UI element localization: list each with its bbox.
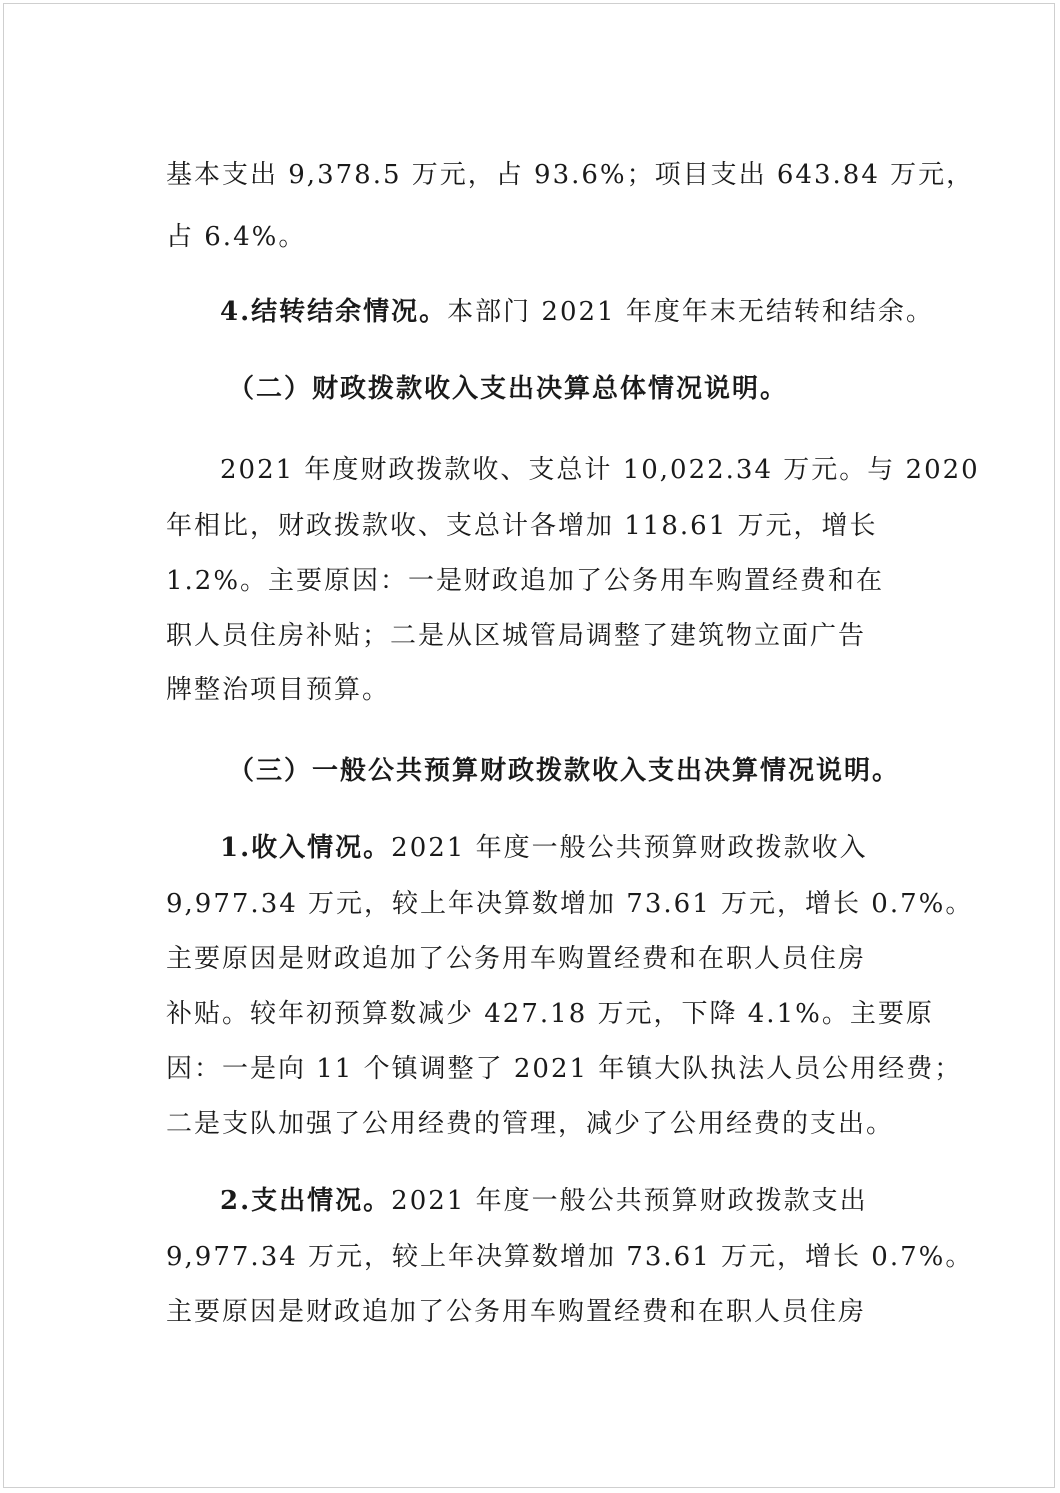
text-line: 1.2%。主要原因：一是财政追加了公务用车购置经费和在: [166, 566, 885, 596]
text-line: 补贴。较年初预算数减少 427.18 万元，下降 4.1%。主要原: [166, 999, 934, 1029]
text-line: 主要原因是财政追加了公务用车购置经费和在职人员住房: [166, 944, 867, 974]
text-line: 2021 年度财政拨款收、支总计 10,022.34 万元。与 2020: [220, 455, 980, 485]
expenditure-paragraph-start: [220, 1181, 868, 1221]
income-title: 1.收入情况。: [220, 833, 392, 863]
expenditure-first-line: 2021 年度一般公共预算财政拨款支出: [391, 1186, 868, 1216]
text-line: 占 6.4%。: [166, 222, 307, 252]
text-line: 牌整治项目预算。: [166, 675, 391, 705]
carryover-title: 4.结转结余情况。: [220, 297, 448, 327]
section2-heading: （二）财政拨款收入支出决算总体情况说明。: [228, 374, 789, 404]
carryover-paragraph: [220, 292, 934, 332]
text-line: 基本支出 9,378.5 万元，占 93.6%；项目支出 643.84 万元，: [166, 160, 975, 190]
income-paragraph-start: [220, 828, 868, 868]
text-line: 因：一是向 11 个镇调整了 2021 年镇大队执法人员公用经费；: [166, 1054, 963, 1084]
expenditure-title: 2.支出情况。: [220, 1186, 392, 1216]
carryover-body: 本部门 2021 年度年末无结转和结余。: [447, 297, 934, 327]
text-line: 职人员住房补贴；二是从区城管局调整了建筑物立面广告: [166, 621, 867, 651]
text-line: 9,977.34 万元，较上年决算数增加 73.61 万元，增长 0.7%。: [166, 889, 974, 919]
income-first-line: 2021 年度一般公共预算财政拨款收入: [391, 833, 868, 863]
text-line: 年相比，财政拨款收、支总计各增加 118.61 万元，增长: [166, 511, 878, 541]
text-line: 9,977.34 万元，较上年决算数增加 73.61 万元，增长 0.7%。: [166, 1242, 974, 1272]
text-line: 主要原因是财政追加了公务用车购置经费和在职人员住房: [166, 1297, 867, 1327]
text-line: 二是支队加强了公用经费的管理，减少了公用经费的支出。: [166, 1109, 895, 1139]
section3-heading: （三）一般公共预算财政拨款收入支出决算情况说明。: [228, 756, 901, 786]
